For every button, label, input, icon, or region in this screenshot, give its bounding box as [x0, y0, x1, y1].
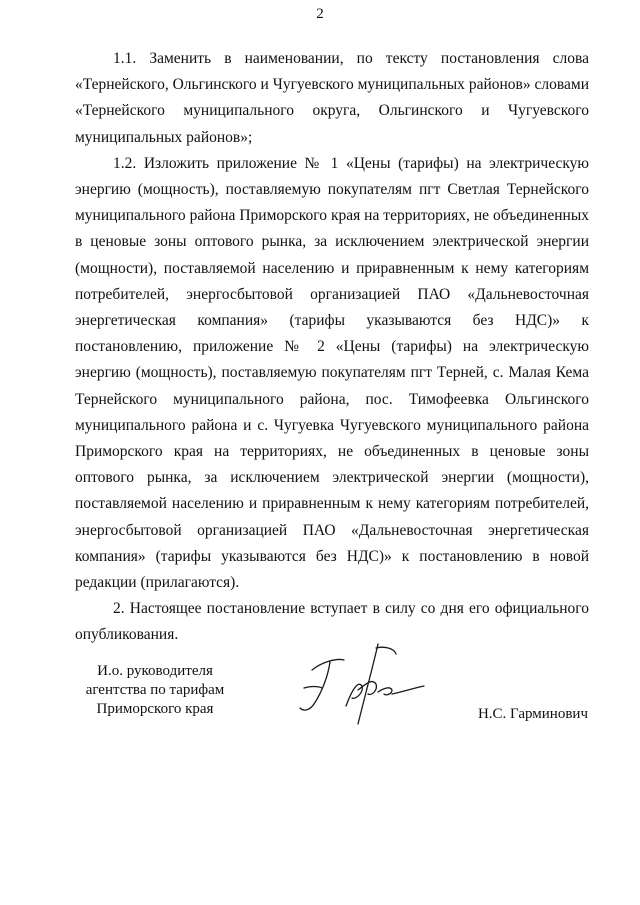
- paragraph-1-2: 1.2. Изложить приложение № 1 «Цены (тарифы) на электрическую энергию (мощность), поставляемую покупателям пгт Светлая Тернейского муниципального района Приморского края на территориях, не объединенных в ценовые зоны оптового рынка, за исключением электрической энергии (мощности), поставляемой населению и приравненным к нему категориям потребителей, энергосбытовой организацией ПАО «Дальневосточная энергетическая компания» (тарифы указываются без НДС)» к постановлению, приложение № 2 «Цены (тарифы) на электрическую энергию (мощность), поставляемую покупателям пгт Терней, с. Малая Кема Тернейского муниципального района, пос. Тимофеевка Ольгинского муниципального района и с. Чугуевка Чугуевского муниципального района Приморского края на территориях, не объединенных в ценовые зоны оптового рынка, за исключением электрической энергии (мощности), поставляемой населению и приравненным к нему категориям потребителей, энергосбытовой организацией ПАО «Дальневосточная энергетическая компания» (тарифы указываются без НДС)» к постановлению в новой редакции (прилагаются).: [75, 154, 589, 592]
- handwritten-signature: [292, 640, 432, 730]
- signer-title-line: И.о. руководителя: [97, 663, 213, 679]
- paragraph-1-1: 1.1. Заменить в наименовании, по тексту постановления слова «Тернейского, Ольгинского и Чугуевского муниципальных районов» словами «Тернейского муниципального округа, Ольгинского и Чугуевского муниципальных районов»;: [75, 50, 589, 146]
- signer-name: Н.С. Гарминович: [477, 706, 588, 722]
- paragraph-2: 2. Настоящее постановление вступает в силу со дня его официального опубликования.: [75, 600, 589, 644]
- signer-title: [70, 662, 240, 719]
- signature-block: [0, 662, 640, 762]
- signer-title-line: агентства по тарифам: [85, 682, 225, 698]
- signer-title-line: Приморского края: [96, 701, 214, 717]
- document-body: [75, 46, 589, 649]
- page-number: 2: [316, 6, 324, 22]
